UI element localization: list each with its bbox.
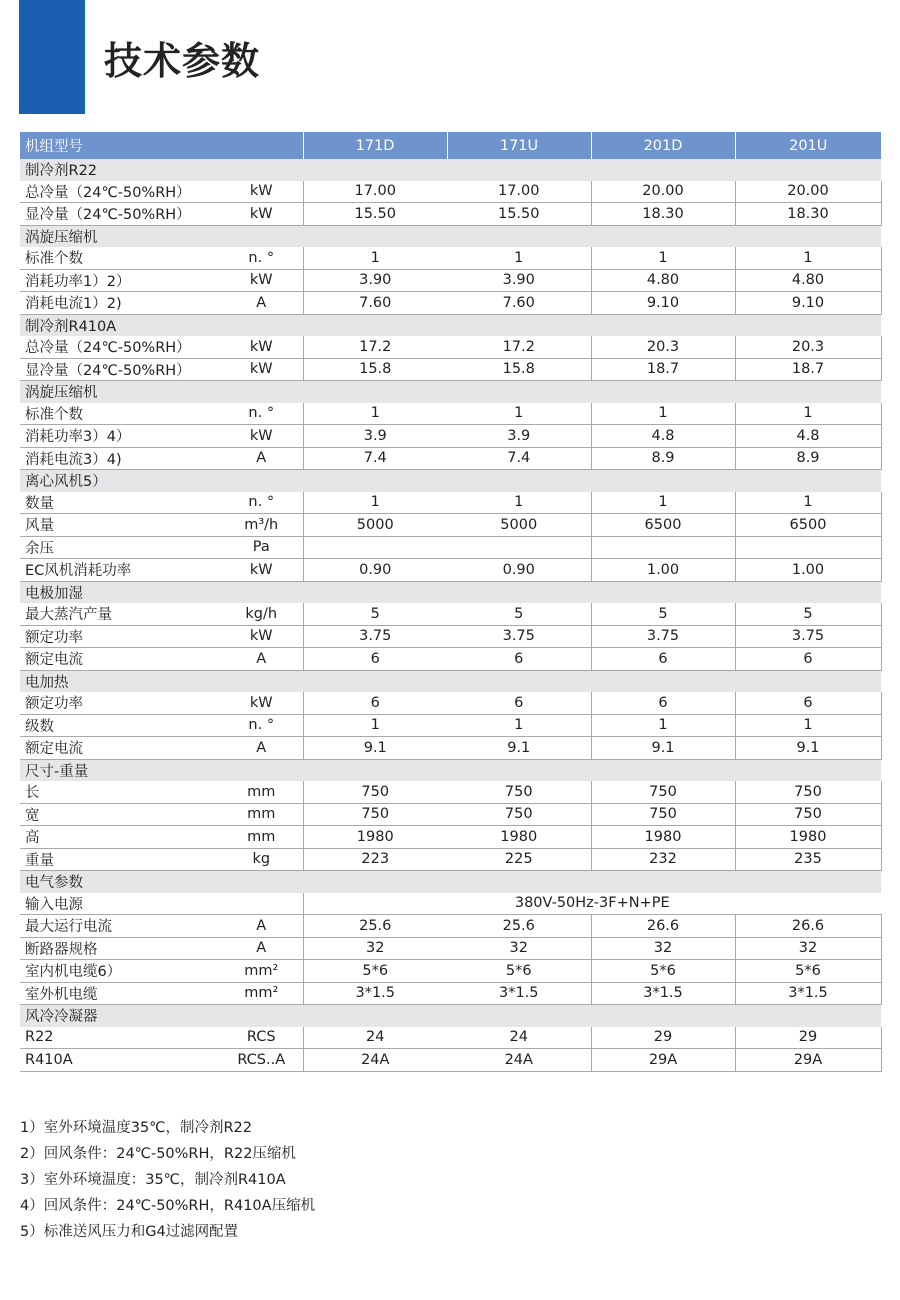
header-unit xyxy=(220,132,303,159)
param-value: 1 xyxy=(591,247,735,269)
param-value: 0.90 xyxy=(447,559,591,582)
param-name: 余压 xyxy=(20,536,220,559)
table-row xyxy=(20,514,881,537)
param-value: 32 xyxy=(735,937,881,960)
param-value: 3.90 xyxy=(447,269,591,292)
param-unit: A xyxy=(220,937,303,960)
param-value: 4.8 xyxy=(591,425,735,448)
param-unit: mm² xyxy=(220,960,303,983)
footnotes xyxy=(20,1118,315,1248)
param-value: 25.6 xyxy=(303,915,447,938)
param-value: 1 xyxy=(447,403,591,425)
param-value: 4.8 xyxy=(735,425,881,448)
section-label: 风冷冷凝器 xyxy=(20,1005,881,1027)
param-value: 29 xyxy=(591,1027,735,1049)
section-row xyxy=(20,314,881,336)
param-value: 1 xyxy=(447,492,591,514)
param-value: 1980 xyxy=(735,826,881,849)
header-201u: 201U xyxy=(735,132,881,159)
param-value: 9.1 xyxy=(735,737,881,760)
spec-table-body xyxy=(20,159,881,1071)
table-row xyxy=(20,1049,881,1072)
param-unit: kW xyxy=(220,358,303,381)
param-name: 额定功率 xyxy=(20,692,220,714)
param-value: 20.00 xyxy=(591,181,735,203)
param-value: 5*6 xyxy=(735,960,881,983)
param-name: 级数 xyxy=(20,714,220,737)
param-name: 总冷量（24℃-50%RH） xyxy=(20,336,220,358)
param-value: 750 xyxy=(303,803,447,826)
param-unit: RCS..A xyxy=(220,1049,303,1072)
section-row xyxy=(20,159,881,181)
param-name: 重量 xyxy=(20,848,220,871)
param-name: R410A xyxy=(20,1049,220,1072)
param-value: 1 xyxy=(735,247,881,269)
table-row xyxy=(20,982,881,1005)
param-value: 1.00 xyxy=(591,559,735,582)
param-value: 1 xyxy=(303,492,447,514)
header-model: 机组型号 xyxy=(20,132,220,159)
table-row xyxy=(20,737,881,760)
param-value: 750 xyxy=(303,781,447,803)
spec-table xyxy=(20,132,882,1072)
section-row xyxy=(20,670,881,692)
param-value: 1.00 xyxy=(735,559,881,582)
param-value: 5*6 xyxy=(447,960,591,983)
param-unit: kg xyxy=(220,848,303,871)
param-unit: kW xyxy=(220,181,303,203)
table-row xyxy=(20,648,881,671)
param-value: 26.6 xyxy=(735,915,881,938)
param-name: 消耗电流1）2) xyxy=(20,292,220,315)
section-label: 制冷剂R22 xyxy=(20,159,881,181)
param-value: 750 xyxy=(735,803,881,826)
param-unit: n. ° xyxy=(220,714,303,737)
section-row xyxy=(20,871,881,893)
table-row xyxy=(20,292,881,315)
param-value: 20.3 xyxy=(735,336,881,358)
param-value: 3.75 xyxy=(591,625,735,648)
header-201d: 201D xyxy=(591,132,735,159)
section-label: 涡旋压缩机 xyxy=(20,381,881,403)
param-value: 15.50 xyxy=(447,203,591,226)
param-value: 1 xyxy=(591,714,735,737)
header-171u: 171U xyxy=(447,132,591,159)
param-value: 9.10 xyxy=(735,292,881,315)
param-value xyxy=(303,536,447,559)
param-value: 3.75 xyxy=(735,625,881,648)
table-row xyxy=(20,447,881,470)
header-171d: 171D xyxy=(303,132,447,159)
section-row xyxy=(20,759,881,781)
param-value: 7.60 xyxy=(303,292,447,315)
param-name: 显冷量（24℃-50%RH） xyxy=(20,358,220,381)
param-value: 3*1.5 xyxy=(447,982,591,1005)
title-accent-bar xyxy=(19,0,85,114)
param-unit: A xyxy=(220,737,303,760)
param-value-span: 380V-50Hz-3F+N+PE xyxy=(303,893,881,915)
param-value: 3.75 xyxy=(447,625,591,648)
param-value: 6500 xyxy=(591,514,735,537)
table-row xyxy=(20,714,881,737)
param-value: 3.9 xyxy=(447,425,591,448)
section-row xyxy=(20,225,881,247)
param-value xyxy=(735,536,881,559)
param-name: 数量 xyxy=(20,492,220,514)
param-unit: A xyxy=(220,447,303,470)
param-name: 额定电流 xyxy=(20,737,220,760)
param-value: 1 xyxy=(735,403,881,425)
section-label: 制冷剂R410A xyxy=(20,314,881,336)
param-value: 750 xyxy=(447,803,591,826)
param-unit: kW xyxy=(220,336,303,358)
param-value: 6 xyxy=(447,648,591,671)
param-value: 20.00 xyxy=(735,181,881,203)
param-value: 18.7 xyxy=(735,358,881,381)
param-value: 18.30 xyxy=(591,203,735,226)
param-unit: mm xyxy=(220,781,303,803)
section-row xyxy=(20,381,881,403)
param-value: 1980 xyxy=(447,826,591,849)
param-unit: n. ° xyxy=(220,492,303,514)
param-value: 750 xyxy=(591,781,735,803)
section-label: 电极加湿 xyxy=(20,581,881,603)
param-value: 24 xyxy=(447,1027,591,1049)
table-row xyxy=(20,181,881,203)
param-name: 消耗电流3）4) xyxy=(20,447,220,470)
param-unit: kW xyxy=(220,269,303,292)
param-value: 7.4 xyxy=(447,447,591,470)
param-value: 32 xyxy=(591,937,735,960)
param-value: 223 xyxy=(303,848,447,871)
param-value: 1 xyxy=(735,492,881,514)
footnote: 1）室外环境温度35℃，制冷剂R22 xyxy=(20,1120,252,1136)
table-row xyxy=(20,1027,881,1049)
param-value: 6 xyxy=(591,648,735,671)
param-value: 3.9 xyxy=(303,425,447,448)
param-value: 4.80 xyxy=(735,269,881,292)
section-label: 涡旋压缩机 xyxy=(20,225,881,247)
param-value: 24A xyxy=(447,1049,591,1072)
param-name: 室内机电缆6） xyxy=(20,960,220,983)
param-unit: mm² xyxy=(220,982,303,1005)
param-value: 6 xyxy=(735,692,881,714)
param-unit: mm xyxy=(220,803,303,826)
section-row xyxy=(20,1005,881,1027)
param-value: 32 xyxy=(303,937,447,960)
param-value: 17.2 xyxy=(447,336,591,358)
param-value: 0.90 xyxy=(303,559,447,582)
param-name: 室外机电缆 xyxy=(20,982,220,1005)
param-value xyxy=(447,536,591,559)
param-value: 6 xyxy=(447,692,591,714)
param-value: 9.10 xyxy=(591,292,735,315)
param-value: 6 xyxy=(303,648,447,671)
section-row xyxy=(20,581,881,603)
param-value: 3*1.5 xyxy=(591,982,735,1005)
param-value: 29 xyxy=(735,1027,881,1049)
param-name: 标准个数 xyxy=(20,247,220,269)
param-value: 1 xyxy=(591,403,735,425)
param-unit: kW xyxy=(220,559,303,582)
param-value: 1 xyxy=(735,714,881,737)
table-row xyxy=(20,893,881,915)
param-value: 5 xyxy=(303,603,447,625)
section-label: 电气参数 xyxy=(20,871,881,893)
param-value: 1980 xyxy=(591,826,735,849)
param-value: 15.8 xyxy=(303,358,447,381)
param-unit: kW xyxy=(220,625,303,648)
param-value: 5 xyxy=(735,603,881,625)
param-name: 显冷量（24℃-50%RH） xyxy=(20,203,220,226)
param-value: 1 xyxy=(591,492,735,514)
page-title: 技术参数 xyxy=(104,39,261,83)
table-row xyxy=(20,269,881,292)
param-value: 1980 xyxy=(303,826,447,849)
footnote: 2）回风条件：24℃-50%RH，R22压缩机 xyxy=(20,1146,296,1162)
param-value: 6500 xyxy=(735,514,881,537)
param-value: 1 xyxy=(303,714,447,737)
param-name: 高 xyxy=(20,826,220,849)
table-row xyxy=(20,492,881,514)
param-name: 额定电流 xyxy=(20,648,220,671)
table-row xyxy=(20,559,881,582)
param-value: 9.1 xyxy=(447,737,591,760)
footnote: 3）室外环境温度：35℃，制冷剂R410A xyxy=(20,1172,286,1188)
param-value: 32 xyxy=(447,937,591,960)
param-value: 29A xyxy=(591,1049,735,1072)
param-unit: Pa xyxy=(220,536,303,559)
param-value: 225 xyxy=(447,848,591,871)
table-row xyxy=(20,247,881,269)
param-value: 7.60 xyxy=(447,292,591,315)
param-value: 3.75 xyxy=(303,625,447,648)
param-value: 24 xyxy=(303,1027,447,1049)
footnote: 4）回风条件：24℃-50%RH，R410A压缩机 xyxy=(20,1198,316,1214)
table-row xyxy=(20,848,881,871)
table-row xyxy=(20,336,881,358)
footnote: 5）标准送风压力和G4过滤网配置 xyxy=(20,1224,239,1240)
param-value: 5*6 xyxy=(591,960,735,983)
param-name: 额定功率 xyxy=(20,625,220,648)
param-name: 消耗功率1）2） xyxy=(20,269,220,292)
param-value: 235 xyxy=(735,848,881,871)
param-value: 9.1 xyxy=(303,737,447,760)
param-value: 18.30 xyxy=(735,203,881,226)
param-name: 最大运行电流 xyxy=(20,915,220,938)
table-row xyxy=(20,603,881,625)
table-row xyxy=(20,536,881,559)
param-unit: n. ° xyxy=(220,403,303,425)
table-row xyxy=(20,203,881,226)
param-value: 750 xyxy=(447,781,591,803)
param-unit: A xyxy=(220,915,303,938)
table-row xyxy=(20,826,881,849)
param-value: 17.00 xyxy=(303,181,447,203)
param-unit: m³/h xyxy=(220,514,303,537)
param-value: 6 xyxy=(735,648,881,671)
param-unit: RCS xyxy=(220,1027,303,1049)
param-unit: kW xyxy=(220,425,303,448)
section-label: 电加热 xyxy=(20,670,881,692)
param-name: 断路器规格 xyxy=(20,937,220,960)
param-value: 15.8 xyxy=(447,358,591,381)
param-value: 750 xyxy=(735,781,881,803)
param-value: 20.3 xyxy=(591,336,735,358)
section-row xyxy=(20,470,881,492)
param-value: 6 xyxy=(303,692,447,714)
param-unit: kg/h xyxy=(220,603,303,625)
param-value: 7.4 xyxy=(303,447,447,470)
param-name: EC风机消耗功率 xyxy=(20,559,220,582)
param-name: 最大蒸汽产量 xyxy=(20,603,220,625)
table-row xyxy=(20,625,881,648)
param-value: 5000 xyxy=(303,514,447,537)
param-value: 25.6 xyxy=(447,915,591,938)
param-value: 3.90 xyxy=(303,269,447,292)
param-unit: n. ° xyxy=(220,247,303,269)
param-value: 1 xyxy=(303,247,447,269)
table-row xyxy=(20,960,881,983)
param-value: 9.1 xyxy=(591,737,735,760)
param-name: 长 xyxy=(20,781,220,803)
param-name: 风量 xyxy=(20,514,220,537)
param-name: 消耗功率3）4） xyxy=(20,425,220,448)
param-unit: A xyxy=(220,292,303,315)
section-label: 离心风机5） xyxy=(20,470,881,492)
param-value: 5*6 xyxy=(303,960,447,983)
param-name: 标准个数 xyxy=(20,403,220,425)
table-row xyxy=(20,915,881,938)
table-row xyxy=(20,403,881,425)
param-unit: kW xyxy=(220,203,303,226)
param-value: 17.2 xyxy=(303,336,447,358)
param-value: 4.80 xyxy=(591,269,735,292)
param-name: 总冷量（24℃-50%RH） xyxy=(20,181,220,203)
param-value: 17.00 xyxy=(447,181,591,203)
param-unit: kW xyxy=(220,692,303,714)
param-value: 5 xyxy=(447,603,591,625)
param-value: 6 xyxy=(591,692,735,714)
param-name: 输入电源 xyxy=(20,893,220,915)
param-value: 8.9 xyxy=(591,447,735,470)
param-name: R22 xyxy=(20,1027,220,1049)
param-value: 1 xyxy=(447,247,591,269)
param-value: 3*1.5 xyxy=(735,982,881,1005)
table-row xyxy=(20,803,881,826)
param-value: 5000 xyxy=(447,514,591,537)
param-value: 29A xyxy=(735,1049,881,1072)
param-value: 3*1.5 xyxy=(303,982,447,1005)
param-name: 宽 xyxy=(20,803,220,826)
table-header-row xyxy=(20,132,881,159)
table-row xyxy=(20,358,881,381)
param-value: 750 xyxy=(591,803,735,826)
table-row xyxy=(20,425,881,448)
param-value: 5 xyxy=(591,603,735,625)
param-unit: A xyxy=(220,648,303,671)
param-unit: mm xyxy=(220,826,303,849)
table-row xyxy=(20,692,881,714)
param-value: 232 xyxy=(591,848,735,871)
param-value: 1 xyxy=(447,714,591,737)
param-value: 26.6 xyxy=(591,915,735,938)
param-value xyxy=(591,536,735,559)
section-label: 尺寸-重量 xyxy=(20,759,881,781)
param-value: 15.50 xyxy=(303,203,447,226)
param-value: 18.7 xyxy=(591,358,735,381)
table-row xyxy=(20,937,881,960)
param-value: 1 xyxy=(303,403,447,425)
param-value: 8.9 xyxy=(735,447,881,470)
param-unit xyxy=(220,893,303,915)
table-row xyxy=(20,781,881,803)
param-value: 24A xyxy=(303,1049,447,1072)
